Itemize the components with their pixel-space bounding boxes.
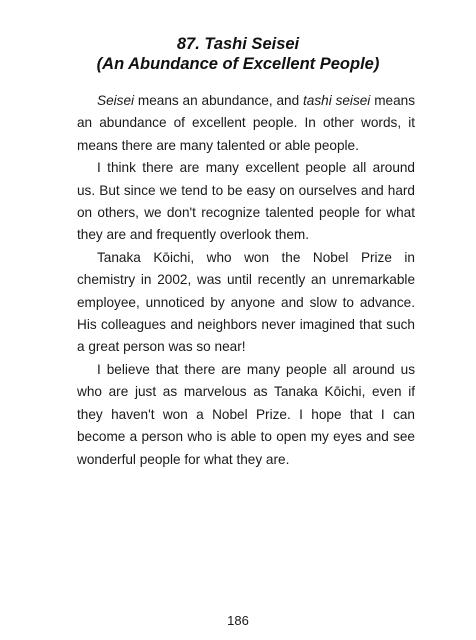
paragraph-3: Tanaka Kōichi, who won the Nobel Prize in chemistry in 2002, was until recently an unremarkable employee, unnoticed by anyone and slow to advance. His colleagues and neighbors never imagined that such a great person was so near! xyxy=(77,249,415,355)
paragraph-1-text-b: means an abundance of excellent people. In other words, it means there are many talented or able people. xyxy=(77,93,416,153)
chapter-subtitle: (An Abundance of Excellent People) xyxy=(96,55,380,73)
paragraph-2: I think there are many excellent people all around us. But since we tend to be easy on ourselves and hard on others, we don't recognize talented people for what they are and frequently overlook them. xyxy=(77,160,415,243)
chapter-title: 87. Tashi Seisei xyxy=(176,35,300,53)
body-text xyxy=(77,90,415,471)
term-seisei: Seisei xyxy=(97,93,135,108)
term-tashi-seisei: tashi seisei xyxy=(303,93,371,108)
paragraph-1 xyxy=(77,90,415,157)
paragraph-1-text-a: means an abundance, and xyxy=(134,93,303,108)
paragraph-4: I believe that there are many people all around us who are just as marvelous as Tanaka Kōichi, even if they haven't won a Nobel Prize. I hope that I can become a person who is able to open my eyes and see wonderful people for what they are. xyxy=(77,361,415,467)
page-number: 186 xyxy=(227,613,249,628)
